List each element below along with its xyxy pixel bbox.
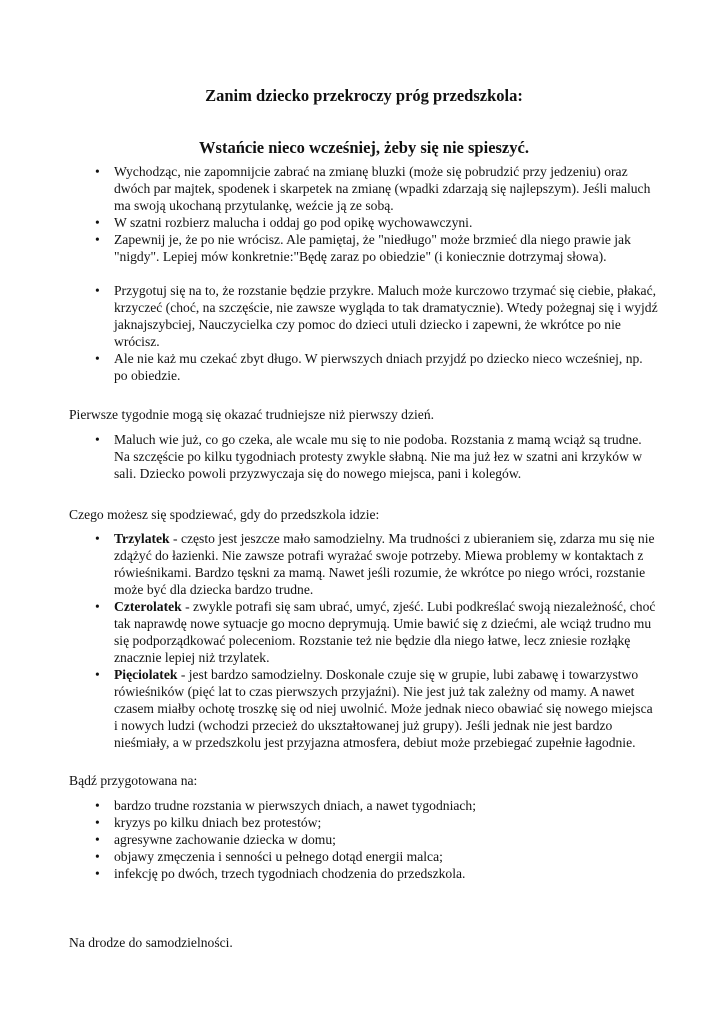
list-item-czterolatek: • Czterolatek - zwykle potrafi się sam ubrać, umyć, zjeść. Lubi podkreślać swoją niezależność, choć tak naprawdę nowe sytuacje go mocno deprymują. Umie bawić się z dziećmi, ale wciąż trudno mu się podporządkować poleceniom. Rozstanie też nie będzie dla niego łatwe, lecz zniesie rozłąkę znacznie lepiej niż trzylatek. bbox=[95, 599, 656, 666]
list-item: • kryzys po kilku dniach bez protestów; bbox=[95, 815, 322, 831]
list-preparation bbox=[69, 163, 659, 384]
list-item: • Wychodząc, nie zapomnijcie zabrać na zmianę bluzki (może się pobrudzić przy jedzeniu) oraz dwóch par majtek, spodenek i skarpetek na zmianę (wpadki zdarzają się najlepszym). Jeśli maluch ma swoją ukochaną przytulankę, weźcie ją ze sobą. bbox=[95, 164, 651, 214]
paragraph-first-weeks: Pierwsze tygodnie mogą się okazać trudniejsze niż pierwszy dzień. bbox=[69, 407, 435, 422]
list-item: • Zapewnij je, że po nie wrócisz. Ale pamiętaj, że "niedługo" może brzmieć dla niego prawie jak "nigdy". Lepiej mów konkretnie:"Będę zaraz po obiedzie" (i koniecznie dotrzymaj słowa). bbox=[95, 232, 631, 265]
list-item-pieciolatek: • Pięciolatek - jest bardzo samodzielny. Doskonale czuje się w grupie, lubi zabawę i towarzystwo rówieśników (pięć lat to czas pierwszych przyjaźni). Nie jest już tak zależny od mamy. A nawet czasem miałby ochotę troszkę się od niej uwolnić. Może jednak nieco obawiać się nowego miejsca i nowych ludzi (wchodzi przecież do ukształtowanej już grupy). Jeśli jednak nie jest bardzo nieśmiały, a w przedszkolu jest przyjazna atmosfera, debiut może przebiegać zupełnie łagodnie. bbox=[95, 667, 653, 751]
bullet-icon: • bbox=[95, 164, 100, 179]
list-item: • Przygotuj się na to, że rozstanie będzie przykre. Maluch może kurczowo trzymać się ciebie, płakać, krzyczeć (choć, na szczęście, nie zawsze wygląda to tak dramatycznie). Wtedy pożegnaj się i wyjdź jaknajszybciej, Nauczycielka czy pomoc do dzieci utuli dziecko i zapewni, że wkrótce po nie wrócisz. bbox=[95, 283, 658, 350]
bullet-icon: • bbox=[95, 866, 100, 882]
list-item: • Ale nie każ mu czekać zbyt długo. W pierwszych dniach przyjdź po dziecko nieco wcześniej, np. po obiedzie. bbox=[95, 351, 643, 384]
list-item: • objawy zmęczenia i senności u pełnego dotąd energii malca; bbox=[95, 849, 443, 865]
bullet-icon: • bbox=[95, 283, 100, 298]
bullet-icon: • bbox=[95, 815, 100, 831]
list-age-groups bbox=[69, 530, 659, 769]
list-be-prepared bbox=[69, 797, 659, 882]
list-item: • infekcję po dwóch, trzech tygodniach chodzenia do przedszkola. bbox=[95, 866, 466, 882]
page-subtitle: Wstańcie nieco wcześniej, żeby się nie spieszyć. bbox=[199, 138, 529, 157]
bullet-icon: • bbox=[95, 849, 100, 865]
bullet-icon: • bbox=[95, 667, 100, 682]
list-item-trzylatek: • Trzylatek - często jest jeszcze mało samodzielny. Ma trudności z ubieraniem się, zdarza mu się nie zdążyć do łazienki. Nie zawsze potrafi wyrażać swoje potrzeby. Miewa problemy w kontaktach z rówieśnikami. Bardzo tęskni za mamą. Nawet jeśli rozumie, że wkrótce po niego wróci, rozstanie może być dla dziecka bardzo trudne. bbox=[95, 531, 655, 598]
bullet-icon: • bbox=[95, 798, 100, 813]
bullet-icon: • bbox=[95, 599, 100, 614]
list-item: • Maluch wie już, co go czeka, ale wcale mu się to nie podoba. Rozstania z mamą wciąż są trudne. Na szczęście po kilku tygodniach protesty zwykle słabną. Nie ma już łez w szatni ani krzyków w sali. Dziecko powoli przyzwyczaja się do nowego miejsca, pani i kolegów. bbox=[95, 432, 643, 482]
bullet-icon: • bbox=[95, 351, 100, 366]
bullet-icon: • bbox=[95, 215, 100, 230]
footer-text: Na drodze do samodzielności. bbox=[69, 935, 233, 950]
bullet-icon: • bbox=[95, 432, 100, 447]
bullet-icon: • bbox=[95, 832, 100, 848]
paragraph-be-prepared: Bądź przygotowana na: bbox=[69, 773, 198, 788]
bullet-icon: • bbox=[95, 531, 100, 546]
paragraph-what-to-expect: Czego możesz się spodziewać, gdy do przedszkola idzie: bbox=[69, 507, 380, 522]
bullet-icon: • bbox=[95, 232, 100, 247]
list-first-weeks bbox=[69, 431, 659, 482]
page-title: Zanim dziecko przekroczy próg przedszkola: bbox=[205, 86, 523, 105]
list-item: • bardzo trudne rozstania w pierwszych dniach, a nawet tygodniach; bbox=[95, 798, 476, 813]
list-item: • W szatni rozbierz malucha i oddaj go pod opikę wychowawczyni. bbox=[95, 215, 473, 230]
list-item: • agresywne zachowanie dziecka w domu; bbox=[95, 832, 336, 848]
